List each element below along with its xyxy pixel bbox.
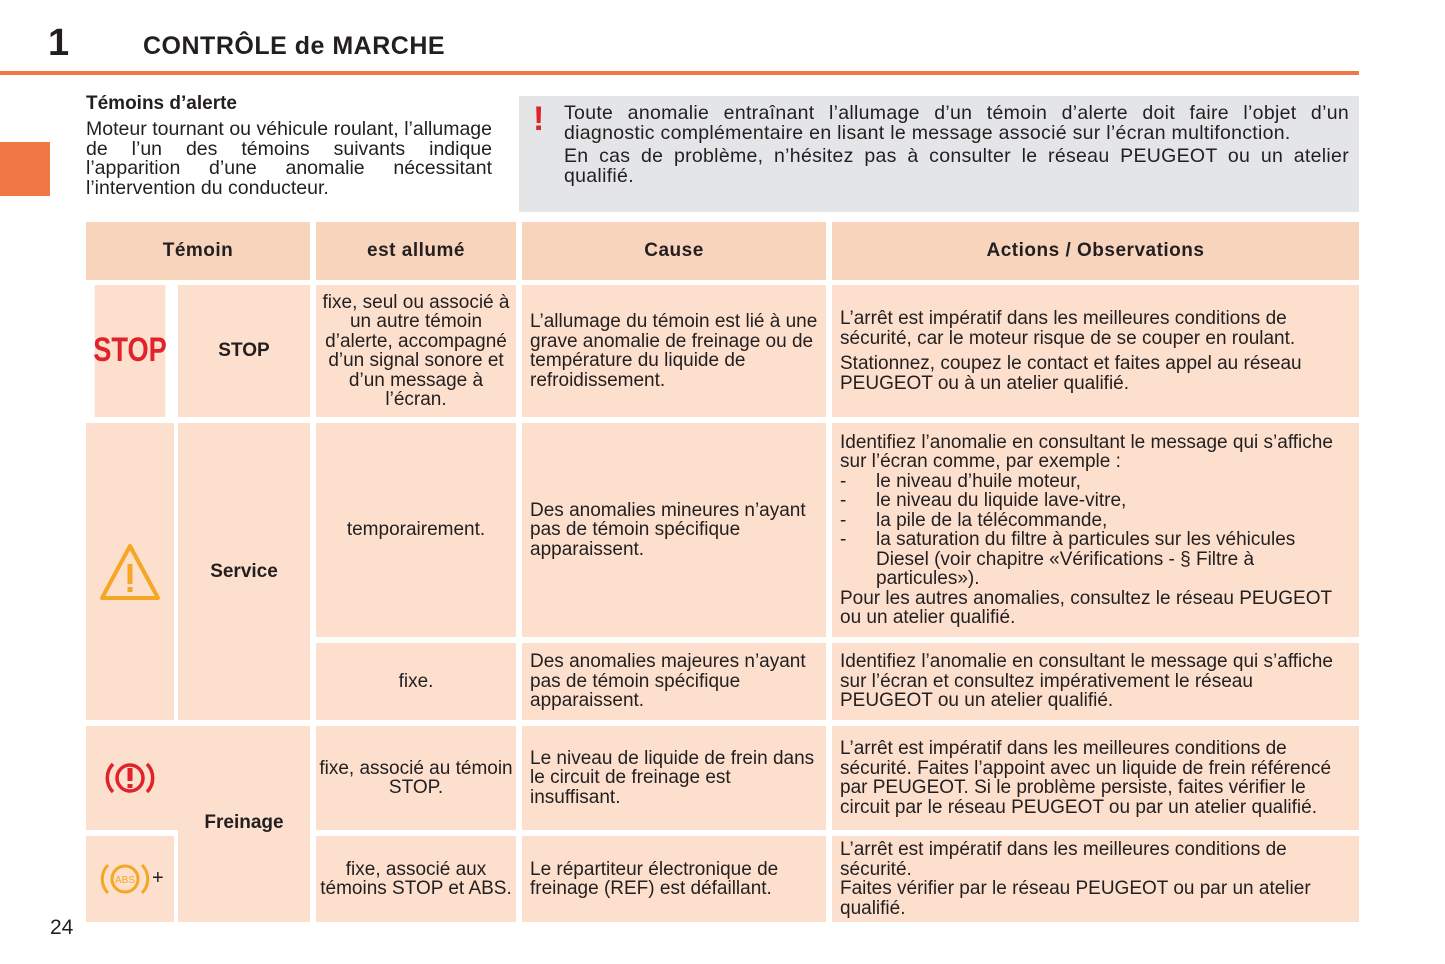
- service-action-intro: Identifiez l’anomalie en consultant le message qui s’affiche sur l’écran comme, par exemple :: [840, 431, 1333, 472]
- col-header-cause: Cause: [522, 222, 826, 280]
- service-actions-1: [832, 423, 1359, 637]
- exclamation-icon: !: [533, 100, 545, 138]
- list-item: - la pile de la télécommande,: [840, 511, 1351, 531]
- service-cause-2: Des anomalies majeures n’ayant pas de témoin spécifique apparaissent.: [522, 643, 826, 720]
- intro-title: Témoins d’alerte: [86, 93, 237, 114]
- svg-text:ABS: ABS: [114, 875, 136, 886]
- notice-text-1: Toute anomalie entraînant l’allumage d’un témoin d’alerte doit faire l’objet d’un diagnostic complémentaire en lisant le message associé sur l’écran multifonction.: [564, 102, 1349, 144]
- freinage-actions-2: [832, 836, 1359, 922]
- stop-action-2: Stationnez, coupez le contact et faites appel au réseau PEUGEOT ou à un atelier qualifié.: [840, 353, 1302, 394]
- plus-sign: +: [152, 867, 164, 890]
- stop-lit: fixe, seul ou associé à un autre témoin d’alerte, accompagné d’un signal sonore et d’un message à l’écran.: [316, 285, 516, 417]
- list-item: - le niveau d’huile moteur,: [840, 472, 1351, 492]
- page-number: 24: [50, 916, 74, 939]
- freinage-action-2b: Faites vérifier par le réseau PEUGEOT ou par un atelier qualifié.: [840, 878, 1311, 919]
- brake-warning-icon: [105, 758, 155, 803]
- notice-text-2: En cas de problème, n’hésitez pas à consulter le réseau PEUGEOT ou un atelier qualifié.: [564, 145, 1349, 187]
- page-title: CONTRÔLE de MARCHE: [143, 32, 446, 60]
- col-header-allume: est allumé: [316, 222, 516, 280]
- freinage-name: Freinage: [204, 812, 284, 833]
- chapter-number: 1: [48, 22, 70, 64]
- intro-text: Moteur tournant ou véhicule roulant, l’allumage de l’un des témoins suivants indique l’apparition d’une anomalie nécessitant l’intervention du conducteur.: [86, 118, 492, 199]
- freinage-cause-1: Le niveau de liquide de frein dans le circuit de freinage est insuffisant.: [522, 726, 826, 830]
- chapter-tab: [0, 142, 50, 196]
- freinage-action-2a: L’arrêt est impératif dans les meilleures conditions de sécurité.: [840, 839, 1287, 880]
- service-lit-1: temporairement.: [316, 423, 516, 637]
- col-header-actions: Actions / Observations: [832, 222, 1359, 280]
- service-warning-icon: [86, 423, 174, 720]
- list-item: - la saturation du filtre à particules sur les véhicules Diesel (voir chapitre «Vérifications - § Filtre à particules»).: [840, 530, 1351, 589]
- stop-icon: STOP: [95, 285, 165, 417]
- service-action-outro: Pour les autres anomalies, consultez le réseau PEUGEOT ou un atelier qualifié.: [840, 587, 1332, 628]
- header-rule: [0, 71, 1359, 75]
- freinage-lit-2: fixe, associé aux témoins STOP et ABS.: [316, 836, 516, 922]
- service-name: Service: [178, 423, 310, 720]
- abs-icon-cell: [86, 836, 174, 922]
- stop-name: STOP: [178, 285, 310, 417]
- stop-cause: L’allumage du témoin est lié à une grave anomalie de freinage ou de température du liquide de refroidissement.: [522, 285, 826, 417]
- stop-actions: [832, 285, 1359, 417]
- stop-action-1: L’arrêt est impératif dans les meilleures conditions de sécurité, car le moteur risque de se couper en roulant.: [840, 308, 1296, 349]
- col-header-temoin: Témoin: [86, 222, 310, 280]
- list-item: - le niveau du liquide lave-vitre,: [840, 491, 1351, 511]
- service-cause-1: Des anomalies mineures n’ayant pas de témoin spécifique apparaissent.: [522, 423, 826, 637]
- abs-icon: [100, 859, 150, 899]
- service-actions-2: Identifiez l’anomalie en consultant le message qui s’affiche sur l’écran et consultez impérativement le réseau PEUGEOT ou un atelier qualifié.: [832, 643, 1359, 720]
- notice-box: [519, 96, 1359, 212]
- service-lit-2: fixe.: [316, 643, 516, 720]
- freinage-cause-2: Le répartiteur électronique de freinage (REF) est défaillant.: [522, 836, 826, 922]
- service-action-list: [840, 472, 1351, 589]
- freinage-actions-1: L’arrêt est impératif dans les meilleures conditions de sécurité. Faites l’appoint avec un liquide de frein référencé par PEUGEOT. Si le problème persiste, faites vérifier le circuit par le réseau PEUGEOT ou par un atelier qualifié.: [832, 726, 1359, 830]
- freinage-lit-1: fixe, associé au témoin STOP.: [316, 726, 516, 830]
